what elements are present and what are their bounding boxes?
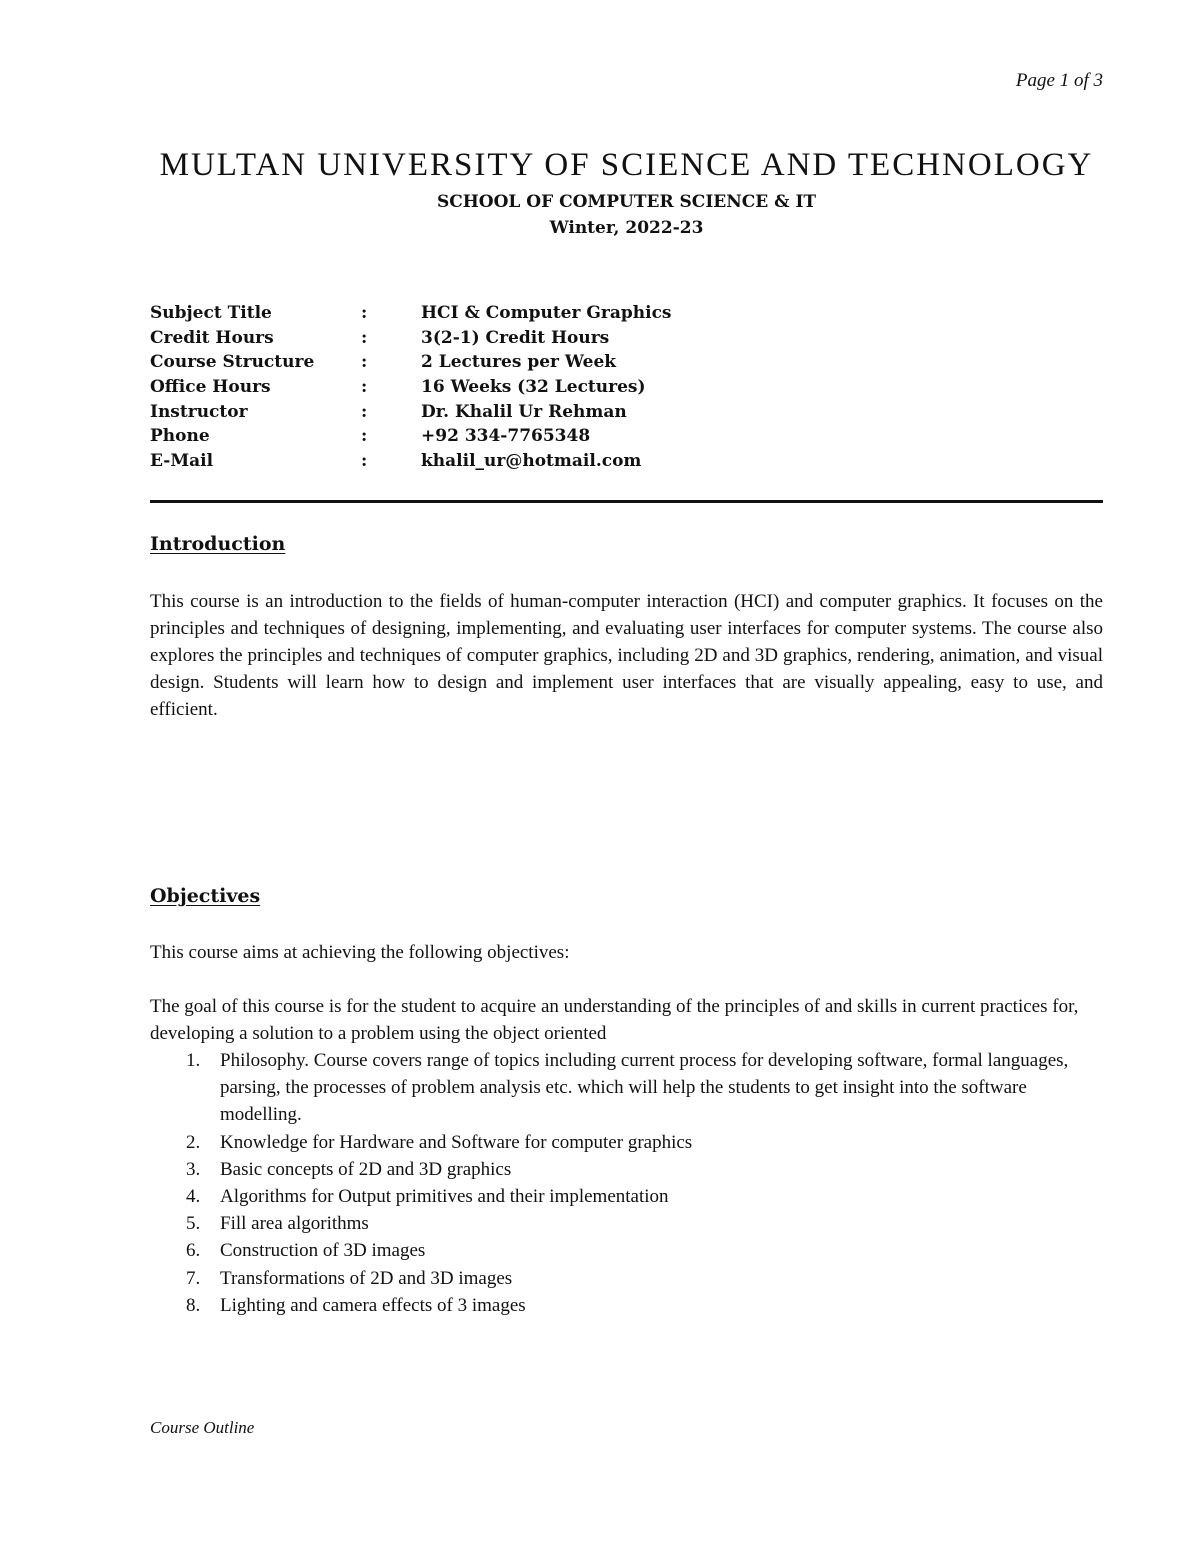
list-item-number: 2. — [186, 1131, 201, 1153]
list-item-text: Transformations of 2D and 3D images — [220, 1267, 513, 1289]
info-row-subject-title — [150, 303, 672, 328]
list-item-number: 7. — [186, 1267, 201, 1289]
list-item-text: Knowledge for Hardware and Software for computer graphics — [220, 1131, 693, 1153]
list-item-number: 3. — [186, 1158, 201, 1180]
info-label: Phone — [150, 426, 210, 447]
course-info-table — [150, 303, 672, 476]
info-label: Office Hours — [150, 377, 271, 398]
list-item-text: Construction of 3D images — [220, 1240, 426, 1262]
page-number: Page 1 of 3 — [1015, 70, 1103, 91]
info-separator: : — [361, 352, 368, 373]
info-label: Subject Title — [150, 303, 272, 323]
info-row-credit-hours — [150, 328, 672, 353]
university-name: MULTAN UNIVERSITY OF SCIENCE AND TECHNOLOGY — [159, 147, 1094, 183]
info-separator: : — [361, 327, 368, 348]
list-item — [150, 1210, 1103, 1237]
list-item — [150, 1047, 1103, 1129]
list-item — [150, 1183, 1103, 1210]
info-value: khalil_ur@hotmail.com — [421, 451, 642, 472]
info-value: +92 334-7765348 — [421, 426, 591, 447]
objectives-goal: The goal of this course is for the student to acquire an understanding of the principles of and skills in current practices for, developing a solution to a problem using the object oriented — [150, 996, 1079, 1044]
info-value: HCI & Computer Graphics — [421, 303, 672, 323]
title-block — [150, 144, 1103, 241]
info-separator: : — [361, 303, 368, 323]
list-item — [150, 1129, 1103, 1156]
info-label: Course Structure — [150, 352, 315, 373]
objectives-list — [150, 1047, 1103, 1319]
list-item-number: 1. — [186, 1050, 201, 1071]
list-item-text: Fill area algorithms — [220, 1213, 369, 1235]
info-row-phone — [150, 426, 672, 451]
school-name: SCHOOL OF COMPUTER SCIENCE & IT — [436, 192, 817, 212]
introduction-heading: Introduction — [150, 533, 286, 555]
info-separator: : — [361, 401, 368, 422]
info-separator: : — [361, 426, 368, 447]
info-value: Dr. Khalil Ur Rehman — [421, 401, 627, 422]
list-item-text: Philosophy. Course covers range of topics including current process for developing software, formal languages, parsing, the processes of problem analysis etc. which will help the students to get insight into the software modelling. — [220, 1050, 1069, 1126]
list-item-text: Basic concepts of 2D and 3D graphics — [220, 1158, 512, 1180]
info-separator: : — [361, 377, 368, 398]
info-value: 2 Lectures per Week — [421, 352, 617, 373]
list-item — [150, 1237, 1103, 1264]
list-item-number: 8. — [186, 1294, 201, 1316]
info-separator: : — [361, 451, 368, 472]
info-row-email — [150, 451, 672, 476]
list-item-text: Algorithms for Output primitives and their implementation — [220, 1186, 669, 1208]
info-label: E-Mail — [150, 451, 214, 472]
info-value: 16 Weeks (32 Lectures) — [421, 377, 646, 398]
section-divider — [150, 500, 1103, 503]
objectives-intro: This course aims at achieving the following objectives: — [150, 942, 570, 963]
list-item-number: 4. — [186, 1186, 201, 1208]
list-item — [150, 1156, 1103, 1183]
list-item — [150, 1292, 1103, 1319]
info-label: Credit Hours — [150, 327, 274, 348]
info-row-instructor — [150, 402, 672, 427]
list-item-number: 6. — [186, 1240, 201, 1262]
list-item-text: Lighting and camera effects of 3 images — [220, 1294, 526, 1316]
list-item-number: 5. — [186, 1213, 201, 1235]
list-item — [150, 1265, 1103, 1292]
info-label: Instructor — [150, 401, 248, 422]
info-row-office-hours — [150, 377, 672, 402]
info-row-course-structure — [150, 352, 672, 377]
term-label: Winter, 2022-23 — [549, 218, 704, 238]
info-value: 3(2-1) Credit Hours — [421, 327, 610, 348]
introduction-paragraph: This course is an introduction to the fields of human-computer interaction (HCI) and computer graphics. It focuses on the principles and techniques of designing, implementing, and evaluating user interfaces for computer systems. The course also explores the principles and techniques of computer graphics, including 2D and 3D graphics, rendering, animation, and visual design. Students will learn how to design and implement user interfaces that are visually appealing, easy to use, and efficient. — [150, 591, 1103, 720]
page-footer: Course Outline — [150, 1418, 255, 1437]
objectives-heading: Objectives — [150, 885, 261, 907]
